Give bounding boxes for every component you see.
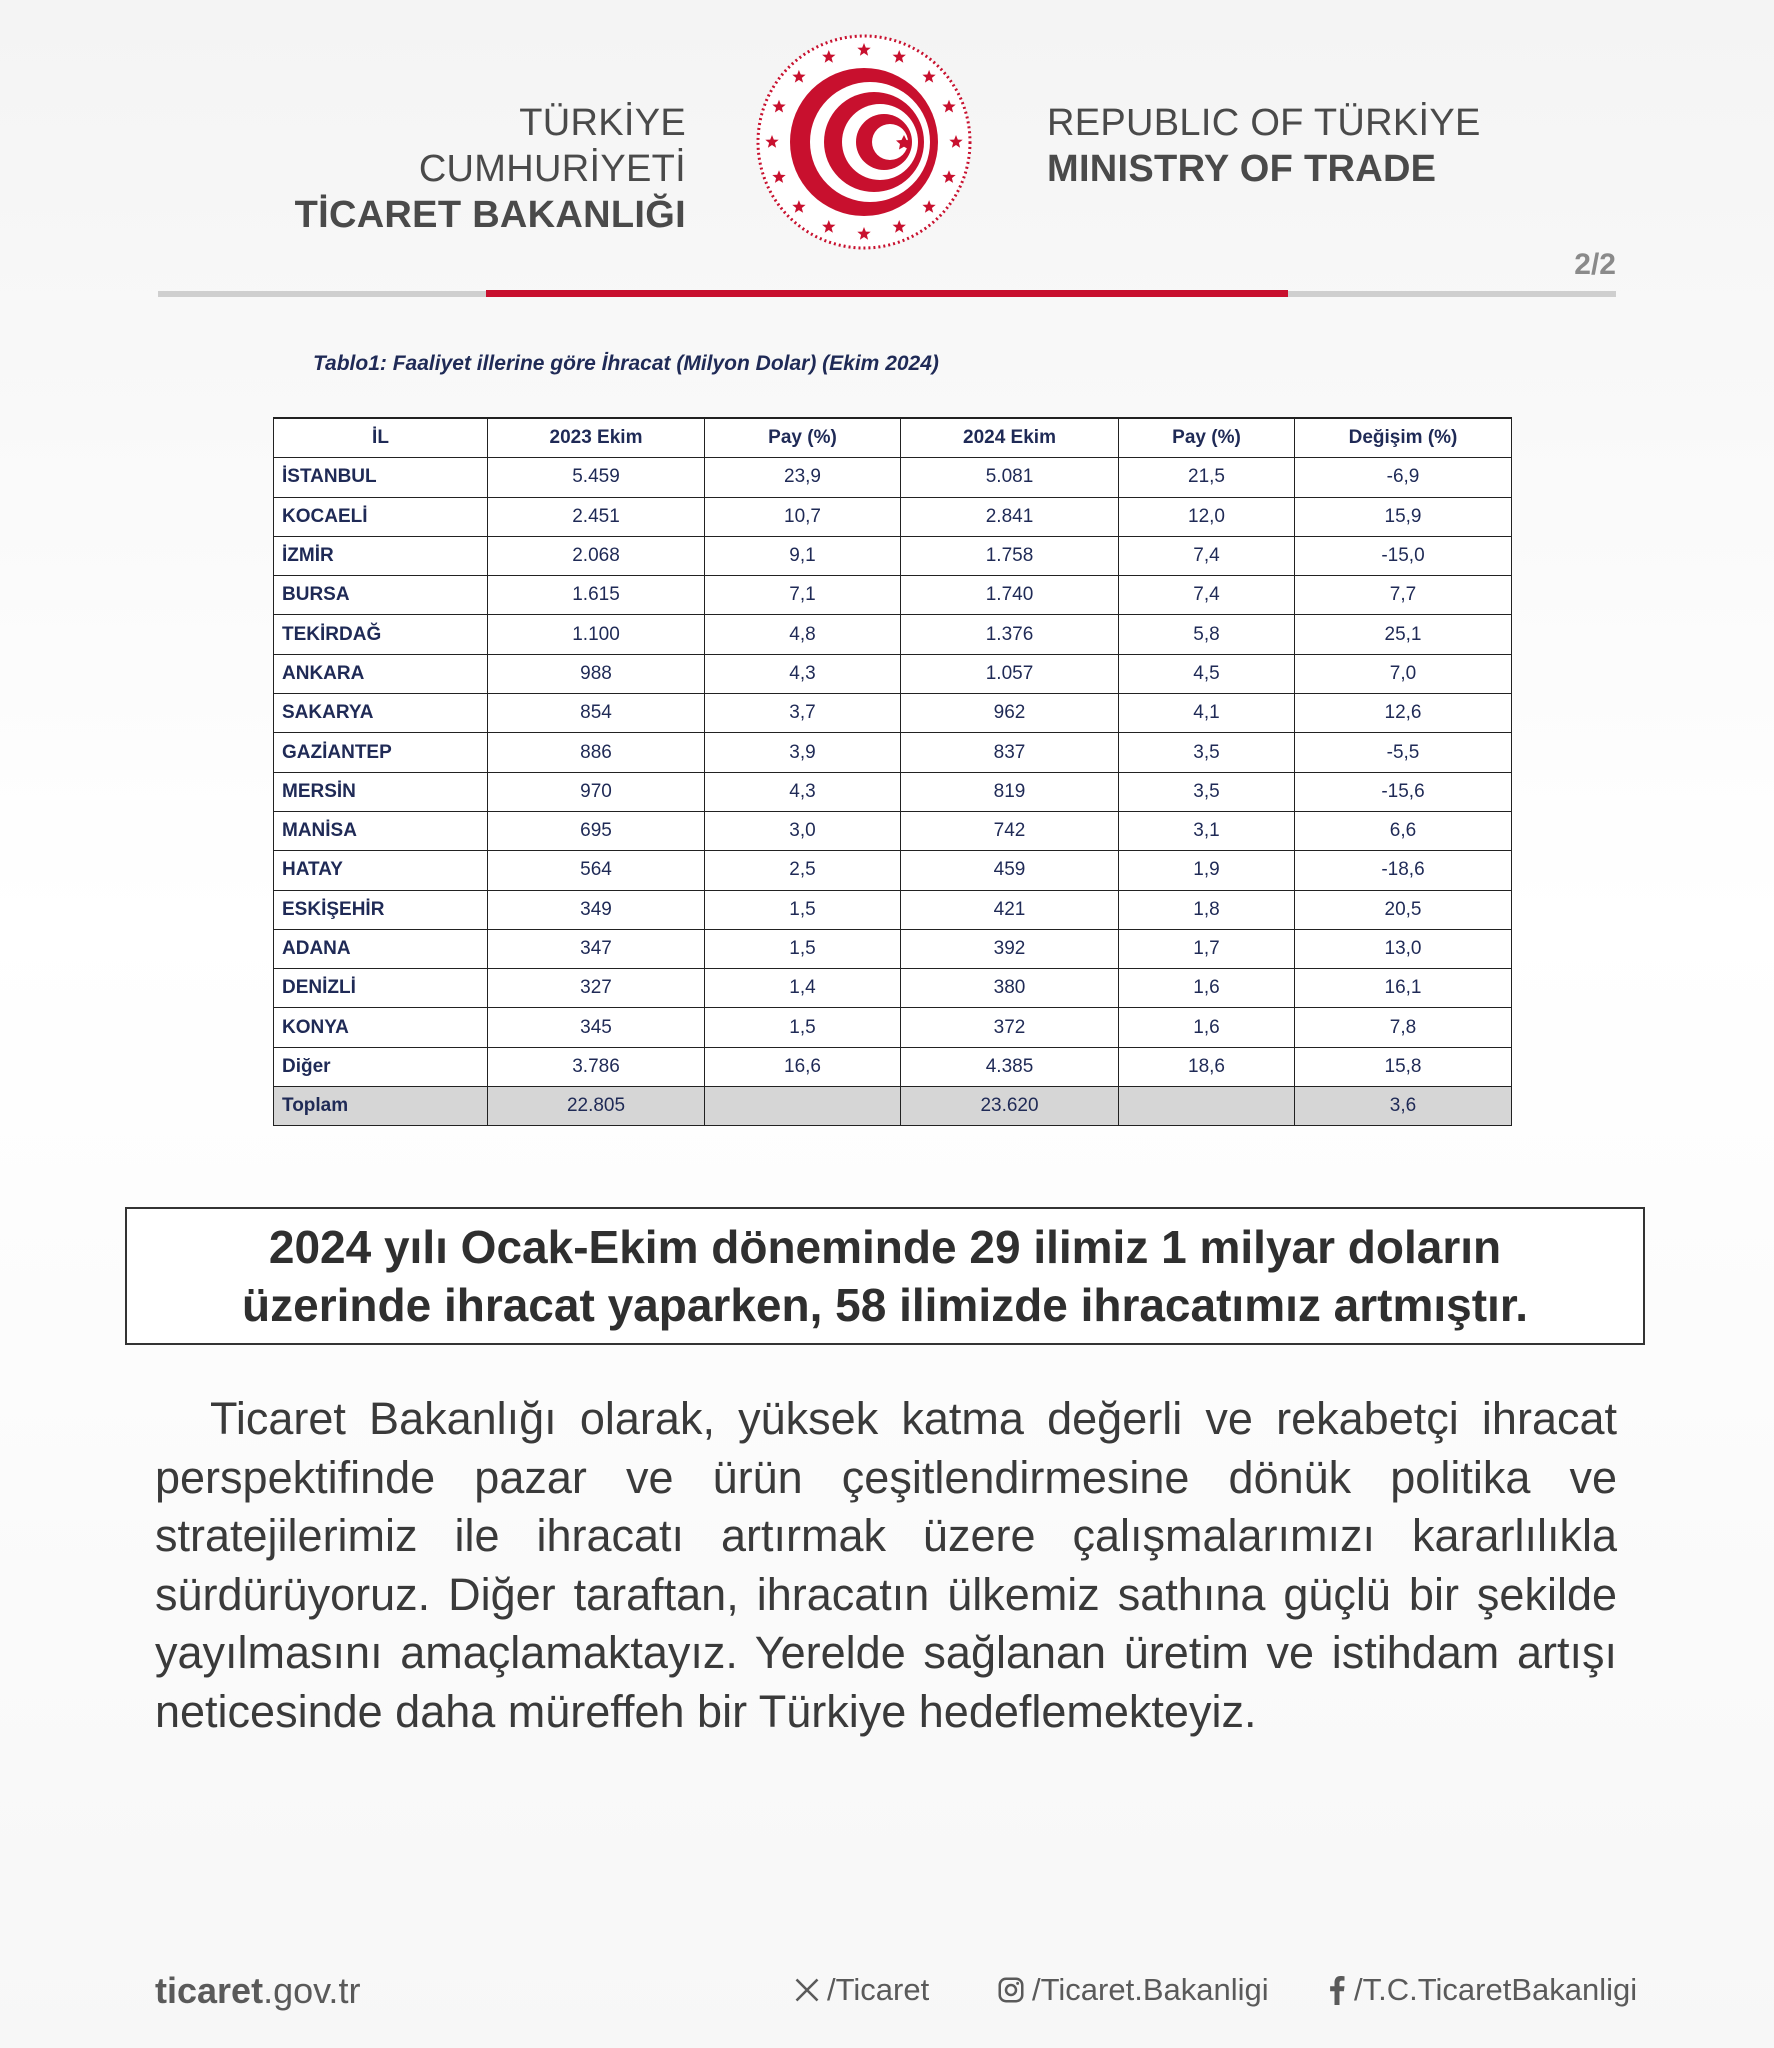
cell-value-2023: 1.615: [488, 576, 705, 615]
cell-share-2024: 5,8: [1119, 615, 1295, 654]
cell-value-2024: 5.081: [901, 458, 1119, 497]
cell-change: 13,0: [1295, 929, 1512, 968]
cell-share-2023: 4,8: [705, 615, 901, 654]
cell-share-2024: 4,5: [1119, 654, 1295, 693]
header-left-line2: TİCARET BAKANLIĞI: [294, 194, 686, 236]
cell-city: HATAY: [274, 851, 488, 890]
cell-value-2023: 2.068: [488, 536, 705, 575]
footer: [0, 1970, 1774, 2020]
header-divider-accent: [486, 290, 1288, 297]
instagram-icon: [996, 1975, 1026, 2005]
column-header-city: İL: [274, 418, 488, 458]
cell-share-2024: 1,6: [1119, 969, 1295, 1008]
highlight-line1: 2024 yılı Ocak-Ekim döneminde 29 ilimiz 1 milyar doların: [268, 1221, 1502, 1273]
cell-value-2023: 854: [488, 694, 705, 733]
cell-share-2023: 3,7: [705, 694, 901, 733]
cell-change: -5,5: [1295, 733, 1512, 772]
cell-change: -6,9: [1295, 458, 1512, 497]
cell-value-2024: 962: [901, 694, 1119, 733]
cell-value-2024: 392: [901, 929, 1119, 968]
cell-share-2024: 3,5: [1119, 772, 1295, 811]
cell-change: 7,7: [1295, 576, 1512, 615]
cell-share-2023: 1,5: [705, 929, 901, 968]
cell-value-2024: 372: [901, 1008, 1119, 1047]
cell-value-2023: 347: [488, 929, 705, 968]
cell-value-2024: 1.057: [901, 654, 1119, 693]
cell-city: ESKİŞEHİR: [274, 890, 488, 929]
cell-share-2023: 1,5: [705, 890, 901, 929]
cell-city: SAKARYA: [274, 694, 488, 733]
cell-city: TEKİRDAĞ: [274, 615, 488, 654]
table-header-row: [274, 418, 1512, 458]
cell-share-2023: 1,5: [705, 1008, 901, 1047]
column-header-2023: 2023 Ekim: [488, 418, 705, 458]
header-left-line1: TÜRKİYE CUMHURİYETİ: [418, 102, 686, 190]
table-row: [274, 694, 1512, 733]
website-link[interactable]: [155, 1970, 360, 2012]
cell-share-2023: 2,5: [705, 851, 901, 890]
cell-share-2023: 9,1: [705, 536, 901, 575]
cell-change: 7,0: [1295, 654, 1512, 693]
table-row: [274, 458, 1512, 497]
cell-value-2023: 970: [488, 772, 705, 811]
cell-value-2024: 421: [901, 890, 1119, 929]
cell-value-2023: 886: [488, 733, 705, 772]
website-domain: .gov.tr: [263, 1970, 361, 2011]
cell-value-2024: 459: [901, 851, 1119, 890]
cell-share-2023: 3,9: [705, 733, 901, 772]
cell-share-2023: 4,3: [705, 772, 901, 811]
cell-city: BURSA: [274, 576, 488, 615]
ministry-logo-icon: [754, 32, 974, 252]
table-row: [274, 1008, 1512, 1047]
column-header-share-2023: Pay (%): [705, 418, 901, 458]
column-header-2024: 2024 Ekim: [901, 418, 1119, 458]
cell-value-2023: 349: [488, 890, 705, 929]
table-row: [274, 851, 1512, 890]
header-right-line1: REPUBLIC OF TÜRKİYE: [1047, 102, 1481, 144]
table-row: [274, 615, 1512, 654]
total-change: 3,6: [1295, 1087, 1512, 1126]
cell-change: 6,6: [1295, 811, 1512, 850]
table-title: Tablo1: Faaliyet illerine göre İhracat (Milyon Dolar) (Ekim 2024): [313, 352, 939, 375]
cell-value-2024: 1.376: [901, 615, 1119, 654]
total-value-2023: 22.805: [488, 1087, 705, 1126]
cell-share-2024: 12,0: [1119, 497, 1295, 536]
table-row: [274, 929, 1512, 968]
cell-city: KONYA: [274, 1008, 488, 1047]
cell-share-2024: 3,1: [1119, 811, 1295, 850]
cell-change: 15,9: [1295, 497, 1512, 536]
cell-share-2023: 16,6: [705, 1047, 901, 1086]
cell-city: İSTANBUL: [274, 458, 488, 497]
cell-value-2024: 819: [901, 772, 1119, 811]
cell-change: 12,6: [1295, 694, 1512, 733]
cell-share-2024: 4,1: [1119, 694, 1295, 733]
cell-value-2024: 1.740: [901, 576, 1119, 615]
table-row: [274, 576, 1512, 615]
header: [0, 0, 1774, 300]
facebook-link[interactable]: [1326, 1972, 1637, 2008]
table-row: [274, 772, 1512, 811]
cell-value-2024: 1.758: [901, 536, 1119, 575]
cell-value-2023: 2.451: [488, 497, 705, 536]
cell-share-2024: 21,5: [1119, 458, 1295, 497]
cell-change: -15,6: [1295, 772, 1512, 811]
total-share-2023: [705, 1087, 901, 1126]
header-left-title: [294, 100, 686, 238]
cell-share-2024: 1,8: [1119, 890, 1295, 929]
facebook-handle: /T.C.TicaretBakanligi: [1354, 1972, 1638, 2007]
x-link[interactable]: [793, 1972, 929, 2008]
cell-share-2024: 3,5: [1119, 733, 1295, 772]
cell-share-2024: 1,6: [1119, 1008, 1295, 1047]
cell-share-2024: 18,6: [1119, 1047, 1295, 1086]
cell-value-2023: 327: [488, 969, 705, 1008]
cell-share-2024: 7,4: [1119, 536, 1295, 575]
table-row: [274, 1047, 1512, 1086]
cell-share-2023: 3,0: [705, 811, 901, 850]
table-total-row: [274, 1087, 1512, 1126]
cell-city: MANİSA: [274, 811, 488, 850]
page-number: 2/2: [1574, 248, 1616, 281]
cell-value-2023: 695: [488, 811, 705, 850]
website-name-bold: ticaret: [155, 1970, 264, 2011]
facebook-icon: [1326, 1975, 1348, 2005]
cell-value-2024: 4.385: [901, 1047, 1119, 1086]
cell-city: MERSİN: [274, 772, 488, 811]
cell-city: KOCAELİ: [274, 497, 488, 536]
cell-city: Diğer: [274, 1047, 488, 1086]
table-row: [274, 536, 1512, 575]
cell-change: -18,6: [1295, 851, 1512, 890]
cell-value-2024: 837: [901, 733, 1119, 772]
body-paragraph: Ticaret Bakanlığı olarak, yüksek katma değerli ve rekabetçi ihracat perspektifinde pazar ve ürün çeşitlendirmesine dönük politika ve stratejilerimiz ile ihracatı artırmak üzere çalışmalarımızı kararlılıkla sürdürüyoruz. Diğer taraftan, ihracatın ülkemiz sathına güçlü bir şekilde yayılmasını amaçlamaktayız. Yerelde sağlanan üretim ve istihdam artışı neticesinde daha müreffeh bir Türkiye hedeflemekteyiz.: [155, 1393, 1617, 1737]
cell-change: 25,1: [1295, 615, 1512, 654]
cell-value-2023: 5.459: [488, 458, 705, 497]
total-value-2024: 23.620: [901, 1087, 1119, 1126]
header-right-line2: MINISTRY OF TRADE: [1047, 148, 1437, 190]
table-row: [274, 811, 1512, 850]
cell-share-2023: 23,9: [705, 458, 901, 497]
total-city: Toplam: [274, 1087, 488, 1126]
cell-city: DENİZLİ: [274, 969, 488, 1008]
cell-share-2023: 4,3: [705, 654, 901, 693]
cell-share-2023: 1,4: [705, 969, 901, 1008]
table-row: [274, 497, 1512, 536]
cell-share-2023: 10,7: [705, 497, 901, 536]
cell-change: -15,0: [1295, 536, 1512, 575]
cell-share-2024: 1,7: [1119, 929, 1295, 968]
cell-value-2024: 2.841: [901, 497, 1119, 536]
highlight-box: [125, 1207, 1645, 1345]
cell-change: 7,8: [1295, 1008, 1512, 1047]
column-header-share-2024: Pay (%): [1119, 418, 1295, 458]
cell-share-2024: 1,9: [1119, 851, 1295, 890]
cell-value-2023: 1.100: [488, 615, 705, 654]
instagram-link[interactable]: [996, 1972, 1269, 2008]
table-row: [274, 733, 1512, 772]
cell-value-2023: 988: [488, 654, 705, 693]
cell-value-2023: 3.786: [488, 1047, 705, 1086]
cell-value-2023: 564: [488, 851, 705, 890]
column-header-change: Değişim (%): [1295, 418, 1512, 458]
x-handle: /Ticaret: [827, 1972, 930, 2007]
cell-city: GAZİANTEP: [274, 733, 488, 772]
cell-value-2024: 380: [901, 969, 1119, 1008]
table-row: [274, 890, 1512, 929]
header-right-title: [1047, 100, 1507, 192]
highlight-line2: üzerinde ihracat yaparken, 58 ilimizde ihracatımız artmıştır.: [242, 1279, 1528, 1331]
cell-value-2024: 742: [901, 811, 1119, 850]
cell-share-2024: 7,4: [1119, 576, 1295, 615]
x-icon: [793, 1976, 821, 2004]
cell-value-2023: 345: [488, 1008, 705, 1047]
cell-change: 20,5: [1295, 890, 1512, 929]
cell-change: 16,1: [1295, 969, 1512, 1008]
cell-share-2023: 7,1: [705, 576, 901, 615]
cell-city: İZMİR: [274, 536, 488, 575]
cell-city: ANKARA: [274, 654, 488, 693]
total-share-2024: [1119, 1087, 1295, 1126]
cell-city: ADANA: [274, 929, 488, 968]
table-row: [274, 654, 1512, 693]
instagram-handle: /Ticaret.Bakanligi: [1032, 1972, 1269, 2007]
cell-change: 15,8: [1295, 1047, 1512, 1086]
table-row: [274, 969, 1512, 1008]
exports-table: [273, 417, 1512, 1126]
